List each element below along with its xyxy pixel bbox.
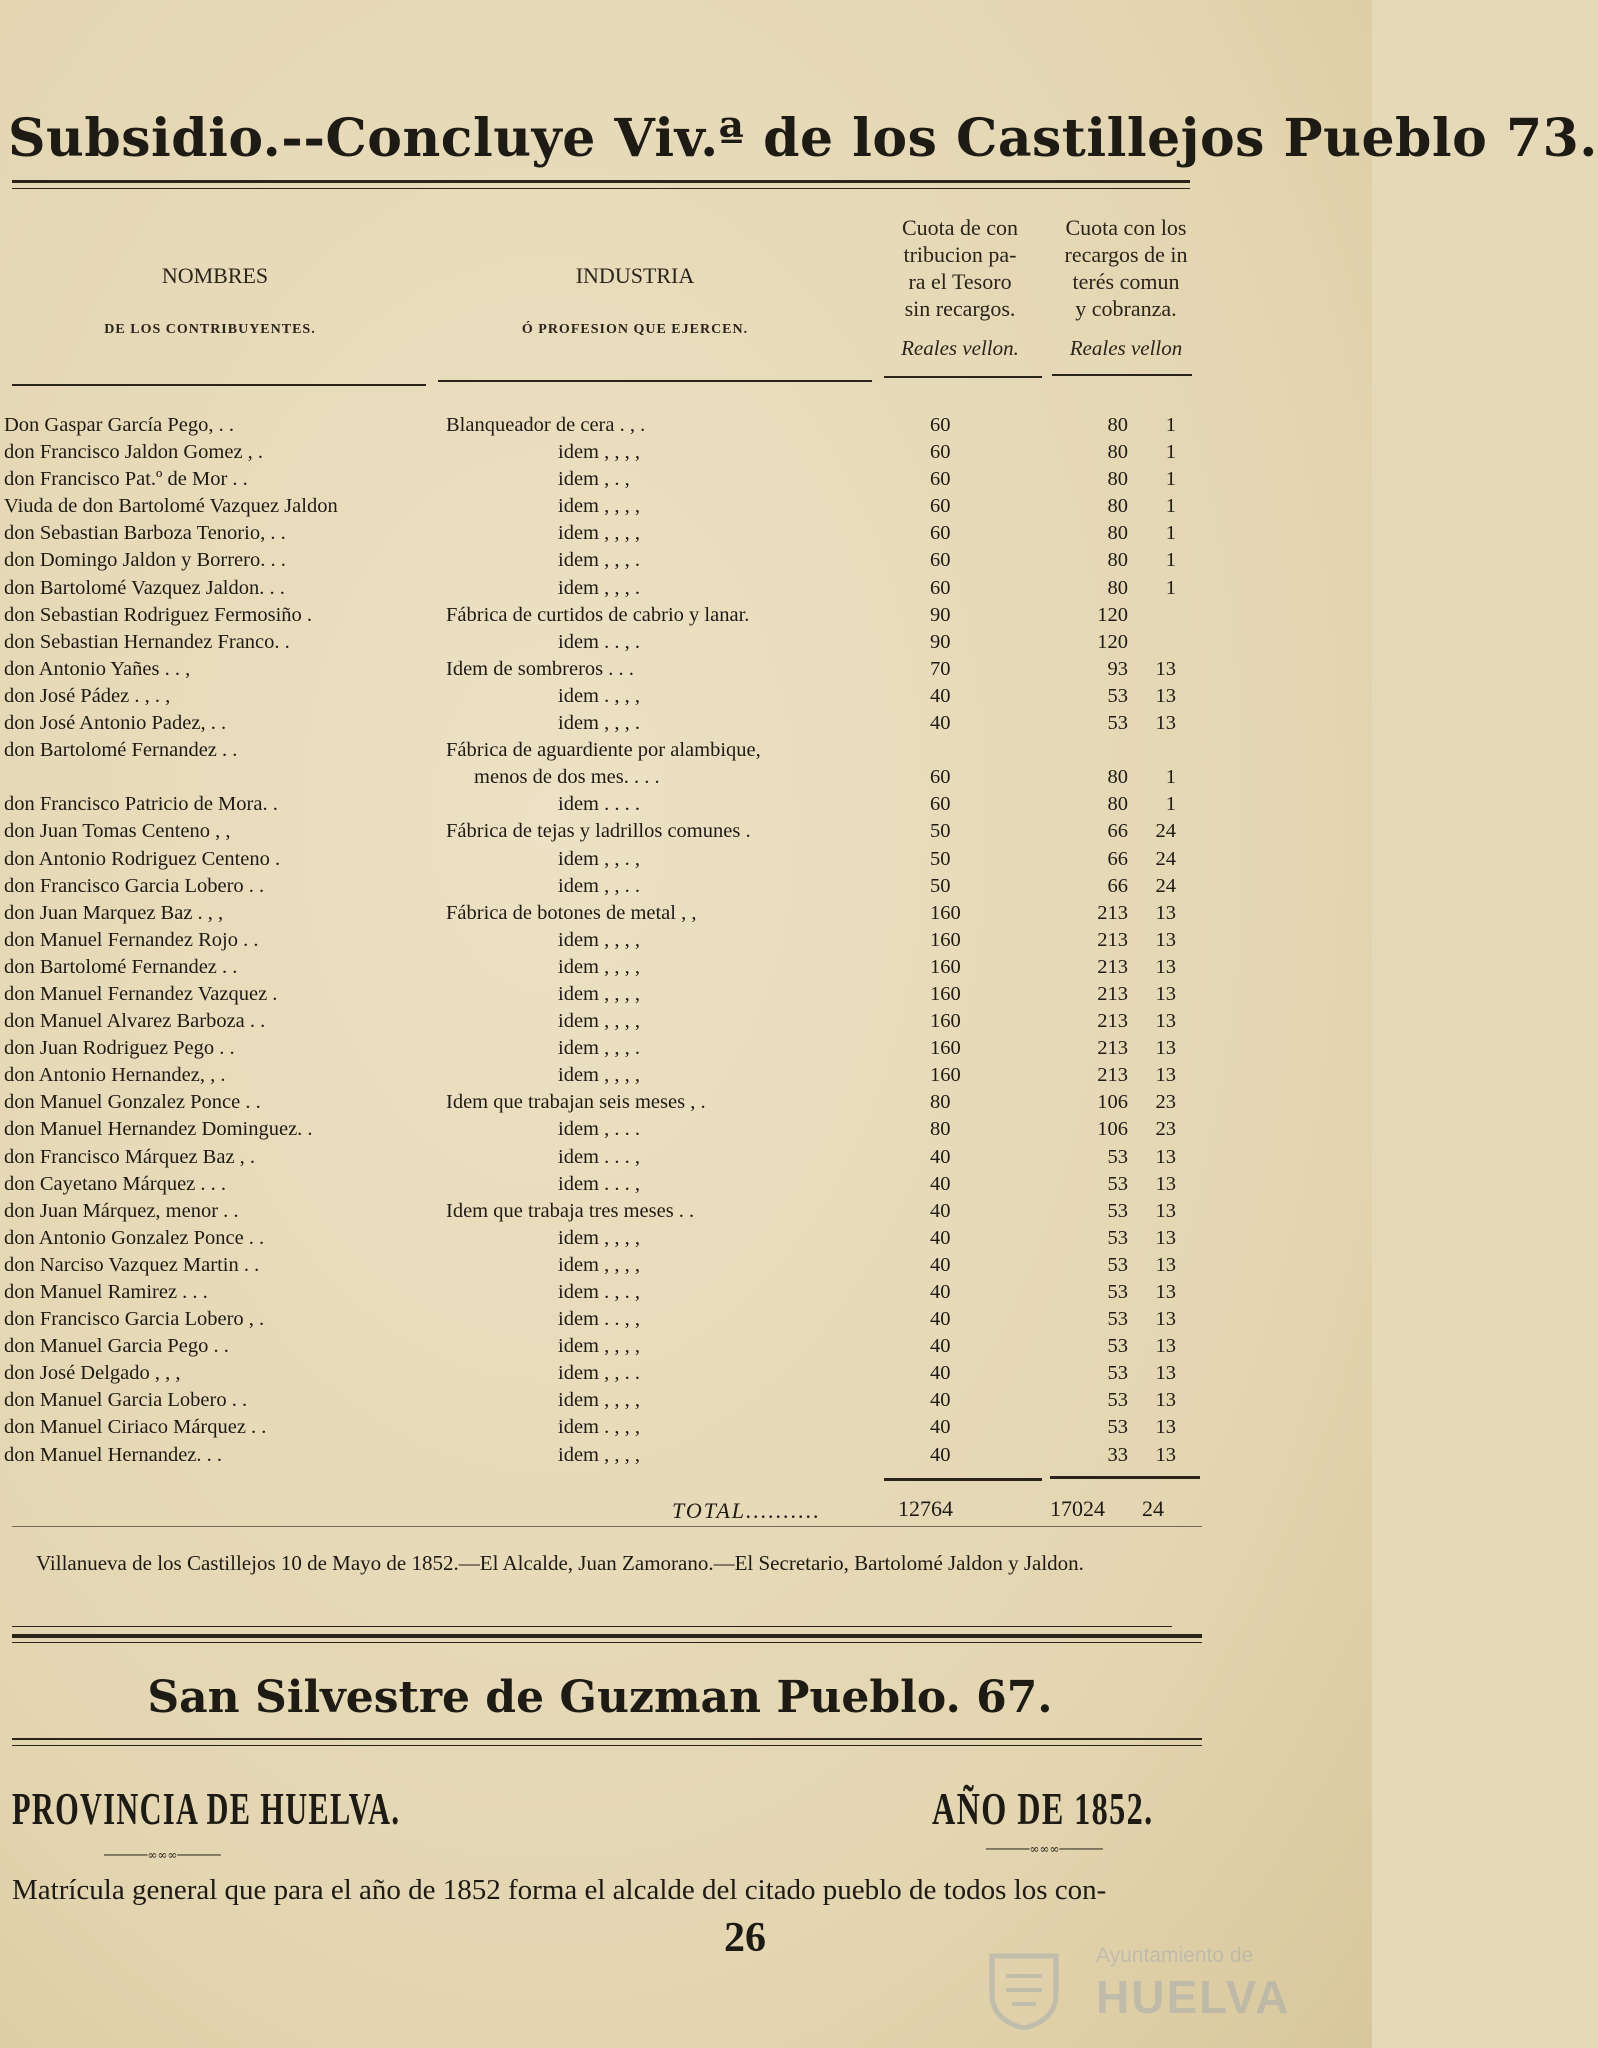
table-row [0, 629, 1200, 656]
cuota-tesoro-cell: 90 [930, 630, 951, 653]
cuota-recargos-cell: 80 [1107, 441, 1128, 464]
cuota-fraction-cell: 13 [1155, 1281, 1176, 1303]
cuota-recargos-cell: 80 [1107, 793, 1128, 816]
cuota-tesoro-cell: 160 [930, 1010, 961, 1033]
table-row [0, 927, 1200, 954]
industry-cell: idem , , , , [558, 982, 640, 1005]
contributor-name: don Manuel Gonzalez Ponce . . [4, 1091, 261, 1114]
cuota-recargos-cell: 53 [1107, 1308, 1128, 1331]
section2-title: San Silvestre de Guzman Pueblo. 67. [147, 1672, 1053, 1723]
cuota-recargos-cell: 213 [1097, 1037, 1128, 1060]
cuota-tesoro-cell: 50 [930, 874, 951, 897]
table-row [0, 1387, 1200, 1414]
section-separator-thin [12, 1626, 1172, 1627]
cuota-fraction-cell: 1 [1165, 414, 1176, 436]
contributor-name: don Juan Marquez Baz . , , [4, 901, 224, 924]
watermark [972, 1944, 1302, 2034]
header-rule-cuota1 [884, 376, 1042, 378]
cuota-tesoro-cell: 60 [930, 793, 951, 816]
contributor-name: don Manuel Garcia Lobero . . [4, 1389, 248, 1412]
industry-cell: idem , , . . [558, 1362, 640, 1385]
table-row [0, 1144, 1200, 1171]
table-row [0, 1089, 1200, 1116]
cuota-tesoro-cell: 60 [930, 766, 951, 789]
cuota-tesoro-cell: 90 [930, 603, 951, 626]
table-row [0, 791, 1200, 818]
cuota-fraction-cell: 13 [1155, 1335, 1176, 1358]
table-row [0, 412, 1200, 439]
header-cuota1-line4: sin recargos. [904, 296, 1016, 321]
ornament-right: ──────∞∞∞────── [986, 1842, 1103, 1856]
header-nombres: NOMBRES [161, 263, 269, 288]
year-heading: AÑO DE 1852. [932, 1783, 1154, 1834]
cuota-tesoro-cell: 40 [930, 1172, 951, 1195]
table-row [0, 493, 1200, 520]
cuota-tesoro-cell: 80 [930, 1118, 951, 1141]
total-value-tesoro: 12764 [898, 1496, 953, 1521]
page-number: 26 [724, 1915, 766, 1961]
industry-cell: idem , , . , [558, 847, 640, 870]
cuota-fraction-cell: 13 [1155, 955, 1176, 978]
cuota-recargos-cell: 53 [1107, 1172, 1128, 1195]
cuota-recargos-cell: 53 [1107, 1416, 1128, 1439]
cuota-recargos-cell: 213 [1097, 955, 1128, 978]
table-row [0, 1279, 1200, 1306]
industry-cell: idem , . . . [558, 1118, 640, 1141]
cuota-tesoro-cell: 60 [930, 441, 951, 464]
cuota-recargos-cell: 53 [1107, 1335, 1128, 1358]
cuota-tesoro-cell: 60 [930, 495, 951, 518]
cuota-recargos-cell: 53 [1107, 1226, 1128, 1249]
contributor-name: don José Pádez . , . , [4, 684, 171, 707]
contributor-name: don Francisco Patricio de Mora. . [4, 793, 278, 816]
contributor-name: don Bartolomé Fernandez . . [4, 955, 238, 978]
contributor-name: don Manuel Hernandez. . . [4, 1443, 223, 1466]
industry-cell: Idem que trabaja tres meses . . [446, 1199, 695, 1222]
cuota-fraction-cell: 13 [1155, 1362, 1176, 1385]
watermark-line1: Ayuntamiento de [1096, 1944, 1254, 1967]
cuota-fraction-cell: 1 [1165, 468, 1176, 491]
total-bottom-rule [12, 1526, 1202, 1527]
cuota-fraction-cell: 24 [1155, 820, 1176, 843]
table-row [0, 1116, 1200, 1143]
cuota-fraction-cell: 13 [1155, 901, 1176, 924]
signature-paragraph: Villanueva de los Castillejos 10 de Mayo de 1852.—El Alcalde, Juan Zamorano.—El Secretario, Bartolomé Jaldon y Jaldon. [36, 1551, 1084, 1575]
contributor-name: Don Gaspar García Pego, . . [4, 414, 234, 436]
industry-cell: idem . , . , [558, 1281, 640, 1303]
cuota-recargos-cell: 80 [1107, 522, 1128, 545]
contributor-name: don Bartolomé Fernandez . . [4, 739, 238, 762]
cuota-tesoro-cell: 40 [930, 1308, 951, 1331]
contributor-name: don Sebastian Rodriguez Fermosiño . [4, 603, 313, 626]
contributor-name: don Juan Tomas Centeno , , [4, 820, 231, 843]
industry-cell: idem . . . , [558, 1172, 640, 1195]
cuota-tesoro-cell: 40 [930, 1389, 951, 1412]
title-rule [12, 180, 1190, 183]
cuota-tesoro-cell: 40 [930, 1199, 951, 1222]
industry-cell: Fábrica de tejas y ladrillos comunes . [446, 820, 751, 843]
header-cuota1-line3: ra el Tesoro [908, 269, 1012, 294]
cuota-fraction-cell: 1 [1165, 549, 1176, 572]
total-value-recargos: 17024 [1050, 1496, 1105, 1521]
contributor-name: don Antonio Rodriguez Centeno . [4, 847, 281, 870]
cuota-fraction-cell: 13 [1155, 1443, 1176, 1466]
total-rule-v1 [884, 1478, 1042, 1481]
cuota-recargos-cell: 80 [1107, 549, 1128, 572]
cuota-recargos-cell: 53 [1107, 1199, 1128, 1222]
table-row [0, 1062, 1200, 1089]
cuota-tesoro-cell: 40 [930, 1335, 951, 1358]
contributor-name: don Manuel Hernandez Dominguez. . [4, 1118, 313, 1141]
industry-cell: idem , , , , [558, 522, 640, 545]
contributor-name: don Francisco Pat.º de Mor . . [4, 468, 248, 491]
industry-cell: idem , , , , [558, 1389, 640, 1412]
table-row [0, 439, 1200, 466]
cuota-recargos-cell: 80 [1107, 576, 1128, 599]
table-row [0, 683, 1200, 710]
cuota-recargos-cell: 53 [1107, 1362, 1128, 1385]
cuota-fraction-cell: 1 [1165, 766, 1176, 789]
cuota-fraction-cell: 13 [1155, 1199, 1176, 1222]
industry-cell: idem , . , [558, 468, 630, 491]
industry-cell: idem , , , , [558, 1064, 640, 1087]
header-cuota2-line1: Cuota con los [1065, 215, 1187, 240]
contributor-name: don Antonio Yañes . . , [4, 657, 191, 680]
table-row [0, 954, 1200, 981]
cuota-fraction-cell: 13 [1155, 712, 1176, 735]
cuota-recargos-cell: 80 [1107, 468, 1128, 491]
table-row [0, 1171, 1200, 1198]
contributor-name: don Francisco Márquez Baz , . [4, 1145, 256, 1168]
contributor-name: don Manuel Garcia Pego . . [4, 1335, 229, 1358]
cuota-fraction-cell: 1 [1165, 522, 1176, 545]
table-row [0, 602, 1200, 629]
table-row [0, 466, 1200, 493]
industry-cell: idem , , , , [558, 441, 640, 464]
industry-cell: idem . . . . [558, 793, 640, 816]
industry-cell: idem , , , . [558, 549, 640, 572]
contributor-name: don Sebastian Barboza Tenorio, . . [4, 522, 286, 545]
cuota-recargos-cell: 53 [1107, 1281, 1128, 1303]
table-row [0, 737, 1200, 764]
cuota-fraction-cell: 24 [1155, 874, 1176, 897]
cuota-tesoro-cell: 70 [930, 657, 951, 680]
cuota-recargos-cell: 213 [1097, 1064, 1128, 1087]
header-rule-industria [438, 380, 872, 382]
industry-cell: idem , , , , [558, 1253, 640, 1276]
cuota-fraction-cell: 13 [1155, 1145, 1176, 1168]
cuota-recargos-cell: 53 [1107, 712, 1128, 735]
table-row [0, 900, 1200, 927]
table-row [0, 575, 1200, 602]
table-row [0, 846, 1200, 873]
contributor-name: don Manuel Ciriaco Márquez . . [4, 1416, 267, 1439]
cuota-tesoro-cell: 60 [930, 576, 951, 599]
cuota-fraction-cell: 13 [1155, 657, 1176, 680]
contributor-name: don Manuel Ramirez . . . [4, 1281, 208, 1303]
contributors-table [0, 412, 1200, 1469]
section2-title-rule-thin [12, 1745, 1202, 1746]
cuota-tesoro-cell: 80 [930, 1091, 951, 1114]
cuota-fraction-cell: 13 [1155, 684, 1176, 707]
table-row [0, 1360, 1200, 1387]
cuota-recargos-cell: 213 [1097, 982, 1128, 1005]
contributor-name: don Francisco Jaldon Gomez , . [4, 441, 264, 464]
cuota-tesoro-cell: 160 [930, 901, 961, 924]
header-cuota2-line3: terés comun [1072, 269, 1180, 294]
header-cuota2-line4: y cobranza. [1075, 296, 1177, 321]
cuota-tesoro-cell: 160 [930, 1064, 961, 1087]
cuota-recargos-cell: 33 [1107, 1443, 1128, 1466]
contributor-name: don Domingo Jaldon y Borrero. . . [4, 549, 286, 572]
contributor-name: don Manuel Fernandez Vazquez . [4, 982, 278, 1005]
cuota-recargos-cell: 80 [1107, 766, 1128, 789]
title-rule-thin [12, 188, 1190, 189]
cuota-fraction-cell: 13 [1155, 1226, 1176, 1249]
page-title: Subsidio.--Concluye Viv.ª de los Castillejos Pueblo 73. [8, 108, 1598, 169]
industry-cell: idem , , , , [558, 1335, 640, 1358]
cuota-fraction-cell: 24 [1155, 847, 1176, 870]
contributor-name: don Sebastian Hernandez Franco. . [4, 630, 290, 653]
cuota-fraction-cell: 1 [1165, 441, 1176, 464]
industry-cell: Idem de sombreros . . . [446, 657, 634, 680]
cuota-fraction-cell: 23 [1155, 1118, 1176, 1141]
contributor-name: don Antonio Hernandez, , . [4, 1064, 226, 1087]
header-cuota1-line2: tribucion pa- [903, 242, 1017, 267]
cuota-recargos-cell: 120 [1097, 603, 1128, 626]
header-rule-nombres [12, 384, 426, 386]
cuota-tesoro-cell: 160 [930, 1037, 961, 1060]
cuota-fraction-cell: 1 [1165, 793, 1176, 816]
cuota-fraction-cell: 13 [1155, 1416, 1176, 1439]
watermark-line2: HUELVA [1096, 1971, 1291, 2023]
industry-cell: Blanqueador de cera . , . [446, 414, 646, 436]
industry-cell: idem . . , . [558, 630, 640, 653]
cuota-fraction-cell: 1 [1165, 495, 1176, 518]
table-row [0, 764, 1200, 791]
cuota-tesoro-cell: 50 [930, 820, 951, 843]
contributor-name: don Juan Rodriguez Pego . . [4, 1037, 235, 1060]
header-cuota2-unit: Reales vellon [1069, 336, 1183, 360]
contributor-name: Viuda de don Bartolomé Vazquez Jaldon [4, 495, 338, 518]
cuota-tesoro-cell: 40 [930, 1226, 951, 1249]
industry-cell: idem . , , , [558, 684, 640, 707]
header-rule-cuota2 [1052, 374, 1192, 376]
industry-cell: idem , , , , [558, 495, 640, 518]
matricula-text: Matrícula general que para el año de 1852 forma el alcalde del citado pueblo de todos los con- [12, 1874, 1107, 1906]
cuota-tesoro-cell: 160 [930, 982, 961, 1005]
cuota-recargos-cell: 53 [1107, 1253, 1128, 1276]
cuota-recargos-cell: 66 [1107, 820, 1128, 843]
industry-cell: idem , , , , [558, 1226, 640, 1249]
contributor-name: don Antonio Gonzalez Ponce . . [4, 1226, 265, 1249]
table-row [0, 656, 1200, 683]
total-rule-v2 [1050, 1476, 1200, 1479]
industry-cell: idem . , , , [558, 1416, 640, 1439]
industry-cell: idem , , , , [558, 1443, 640, 1466]
cuota-recargos-cell: 53 [1107, 684, 1128, 707]
cuota-tesoro-cell: 60 [930, 549, 951, 572]
table-row [0, 520, 1200, 547]
table-row [0, 981, 1200, 1008]
industry-cell: idem . . , , [558, 1308, 640, 1331]
contributor-name: don Juan Márquez, menor . . [4, 1199, 239, 1222]
cuota-fraction-cell: 13 [1155, 1308, 1176, 1331]
cuota-fraction-cell: 13 [1155, 1064, 1176, 1087]
industry-cell: Fábrica de botones de metal , , [446, 901, 697, 924]
section2-title-rule [12, 1738, 1202, 1740]
cuota-tesoro-cell: 50 [930, 847, 951, 870]
cuota-tesoro-cell: 40 [930, 1416, 951, 1439]
contributor-name: don Cayetano Márquez . . . [4, 1172, 227, 1195]
industry-cell: Idem que trabajan seis meses , . [446, 1091, 706, 1114]
contributor-name: don José Antonio Padez, . . [4, 712, 227, 735]
table-row [0, 1333, 1200, 1360]
cuota-recargos-cell: 213 [1097, 928, 1128, 951]
cuota-tesoro-cell: 40 [930, 712, 951, 735]
table-row [0, 1008, 1200, 1035]
table-row [0, 1225, 1200, 1252]
table-row [0, 710, 1200, 737]
cuota-fraction-cell: 23 [1155, 1091, 1176, 1114]
cuota-recargos-cell: 213 [1097, 901, 1128, 924]
cuota-recargos-cell: 93 [1107, 657, 1128, 680]
industry-cell: idem . . . , [558, 1145, 640, 1168]
table-row [0, 873, 1200, 900]
industry-cell: idem , , , , [558, 955, 640, 978]
cuota-fraction-cell: 13 [1155, 1037, 1176, 1060]
cuota-recargos-cell: 80 [1107, 414, 1128, 436]
table-row [0, 1035, 1200, 1062]
industry-cell: idem , , . . [558, 874, 640, 897]
section-separator-thin2 [12, 1642, 1202, 1643]
header-cuota2-line2: recargos de in [1064, 242, 1188, 267]
cuota-recargos-cell: 106 [1097, 1118, 1128, 1141]
ornament-left: ──────∞∞∞────── [104, 1848, 221, 1862]
total-value-fraction: 24 [1142, 1496, 1164, 1521]
cuota-tesoro-cell: 40 [930, 1362, 951, 1385]
contributor-name: don Manuel Alvarez Barboza . . [4, 1010, 266, 1033]
header-industria: INDUSTRIA [575, 263, 695, 288]
cuota-tesoro-cell: 60 [930, 414, 951, 436]
table-row [0, 547, 1200, 574]
table-row [0, 1252, 1200, 1279]
cuota-recargos-cell: 106 [1097, 1091, 1128, 1114]
contributor-name: don Bartolomé Vazquez Jaldon. . . [4, 576, 285, 599]
cuota-tesoro-cell: 40 [930, 1281, 951, 1303]
cuota-recargos-cell: 53 [1107, 1145, 1128, 1168]
industry-cell: idem , , , , [558, 1010, 640, 1033]
cuota-tesoro-cell: 40 [930, 684, 951, 707]
cuota-fraction-cell: 1 [1165, 576, 1176, 599]
header-cuota1-line1: Cuota de con [901, 215, 1019, 240]
industry-cell: idem , , , , [558, 928, 640, 951]
contributor-name: don Francisco Garcia Lobero . . [4, 874, 265, 897]
cuota-recargos-cell: 120 [1097, 630, 1128, 653]
province-heading: PROVINCIA DE HUELVA. [12, 1783, 401, 1834]
cuota-fraction-cell: 13 [1155, 982, 1176, 1005]
cuota-recargos-cell: 66 [1107, 847, 1128, 870]
cuota-tesoro-cell: 40 [930, 1443, 951, 1466]
contributor-name: don José Delgado , , , [4, 1362, 181, 1385]
table-row [0, 1198, 1200, 1225]
cuota-fraction-cell: 13 [1155, 1172, 1176, 1195]
table-row [0, 1442, 1200, 1469]
cuota-tesoro-cell: 160 [930, 955, 961, 978]
industry-cell: menos de dos mes. . . . [474, 766, 660, 789]
industry-cell: idem , , , . [558, 576, 640, 599]
cuota-recargos-cell: 66 [1107, 874, 1128, 897]
table-row [0, 818, 1200, 845]
contributor-name: don Narciso Vazquez Martin . . [4, 1253, 260, 1276]
industry-cell: Fábrica de aguardiente por alambique, [446, 739, 761, 762]
contributor-name: don Francisco Garcia Lobero , . [4, 1308, 265, 1331]
cuota-fraction-cell: 13 [1155, 1389, 1176, 1412]
cuota-tesoro-cell: 60 [930, 522, 951, 545]
cuota-recargos-cell: 80 [1107, 495, 1128, 518]
cuota-recargos-cell: 53 [1107, 1389, 1128, 1412]
industry-cell: Fábrica de curtidos de cabrio y lanar. [446, 603, 750, 626]
cuota-fraction-cell: 13 [1155, 1253, 1176, 1276]
industry-cell: idem , , , . [558, 712, 640, 735]
cuota-tesoro-cell: 160 [930, 928, 961, 951]
contributor-name: don Manuel Fernandez Rojo . . [4, 928, 259, 951]
header-cuota1-unit: Reales vellon. [901, 336, 1019, 360]
table-row [0, 1414, 1200, 1441]
industry-cell: idem , , , . [558, 1037, 640, 1060]
section-separator-thick [12, 1634, 1202, 1638]
total-label: TOTAL.......... [672, 1498, 822, 1523]
header-industria-sub: Ó PROFESION QUE EJERCEN. [521, 322, 749, 337]
table-row [0, 1306, 1200, 1333]
cuota-fraction-cell: 13 [1155, 1010, 1176, 1033]
city-shield-icon [972, 1950, 1076, 2030]
cuota-tesoro-cell: 40 [930, 1145, 951, 1168]
cuota-recargos-cell: 213 [1097, 1010, 1128, 1033]
cuota-tesoro-cell: 40 [930, 1253, 951, 1276]
cuota-fraction-cell: 13 [1155, 928, 1176, 951]
header-nombres-sub: DE LOS CONTRIBUYENTES. [104, 322, 316, 337]
cuota-tesoro-cell: 60 [930, 468, 951, 491]
